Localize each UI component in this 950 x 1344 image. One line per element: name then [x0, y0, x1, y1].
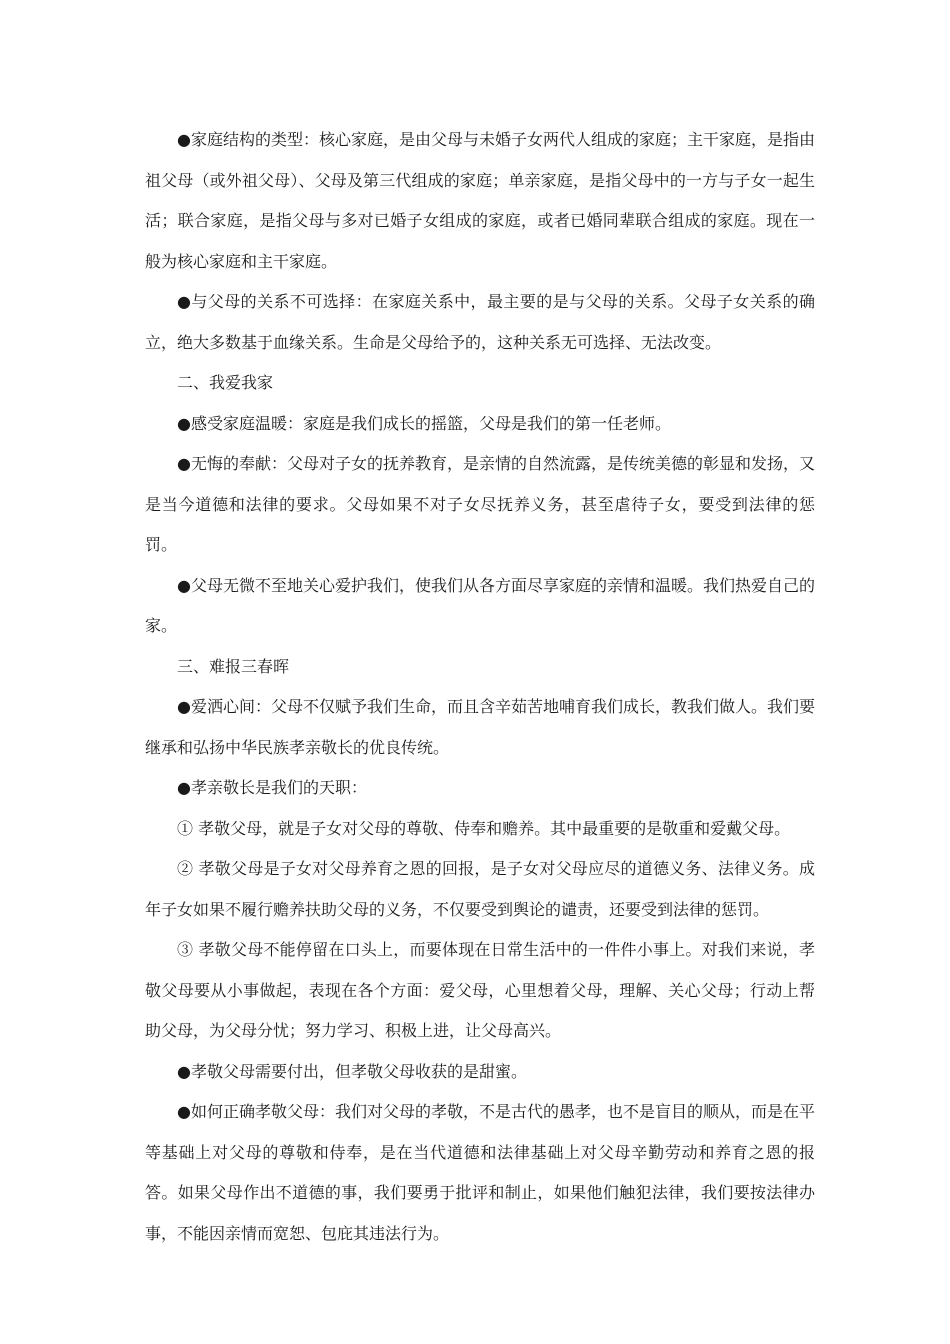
- paragraph-correct-filial: ●如何正确孝敬父母：我们对父母的孝敬，不是古代的愚孝，也不是盲目的顺从，而是在平等基础上对父母的尊敬和侍奉，是在当代道德和法律基础上对父母辛勤劳动和养育之恩的报答。如果父母作出不道德的事，我们要勇于批评和制止，如果他们触犯法律，我们要按法律办事，不能因亲情而宽恕、包庇其违法行为。: [145, 1102, 815, 1243]
- paragraph-love: ●爱洒心间：父母不仅赋予我们生命，而且含辛茹苦地哺育我们成长，教我们做人。我们要继承和弘扬中华民族孝亲敬长的优良传统。: [145, 697, 815, 757]
- paragraph-parent-relation: ●与父母的关系不可选择：在家庭关系中，最主要的是与父母的关系。父母子女关系的确立，绝大多数基于血缘关系。生命是父母给予的，这种关系无可选择、无法改变。: [145, 292, 815, 352]
- list-item-1: ① 孝敬父母，就是子女对父母的尊敬、侍奉和赡养。其中最重要的是敬重和爱戴父母。: [177, 818, 791, 838]
- section-heading-2: 二、我爱我家: [177, 373, 274, 392]
- paragraph-care: ●父母无微不至地关心爱护我们，使我们从各方面尽享家庭的亲情和温暖。我们热爱自己的家。: [145, 575, 815, 635]
- list-item-3: ③ 孝敬父母不能停留在口头上，而要体现在日常生活中的一件件小事上。对我们来说，孝敬父母要从小事做起，表现在各个方面：爱父母，心里想着父母，理解、关心父母；行动上帮助父母，为父母分忧；努力学习、积极上进，让父母高兴。: [145, 940, 815, 1040]
- section-heading-3: 三、难报三春晖: [177, 656, 290, 676]
- document-body: [145, 120, 815, 1254]
- list-item-2: ② 孝敬父母是子女对父母养育之恩的回报，是子女对父母应尽的道德义务、法律义务。成年子女如果不履行赡养扶助父母的义务，不仅要受到舆论的谴责，还要受到法律的惩罚。: [145, 859, 815, 919]
- paragraph-family-structure: ●家庭结构的类型：核心家庭，是由父母与未婚子女两代人组成的家庭；主干家庭，是指由祖父母（或外祖父母）、父母及第三代组成的家庭；单亲家庭，是指父母中的一方与子女一起生活；联合家庭，是指父母与多对已婚子女组成的家庭，或者已婚同辈联合组成的家庭。现在一般为核心家庭和主干家庭。: [145, 130, 815, 271]
- paragraph-reward: ●孝敬父母需要付出，但孝敬父母收获的是甜蜜。: [177, 1061, 527, 1081]
- paragraph-filial-duty: ●孝亲敬长是我们的天职：: [177, 778, 367, 797]
- paragraph-family-warmth: ●感受家庭温暖：家庭是我们成长的摇篮，父母是我们的第一任老师。: [177, 413, 671, 433]
- paragraph-devotion: ●无悔的奉献：父母对子女的抚养教育，是亲情的自然流露，是传统美德的彰显和发扬，又是当今道德和法律的要求。父母如果不对子女尽抚养义务，甚至虐待子女，要受到法律的惩罚。: [145, 454, 815, 554]
